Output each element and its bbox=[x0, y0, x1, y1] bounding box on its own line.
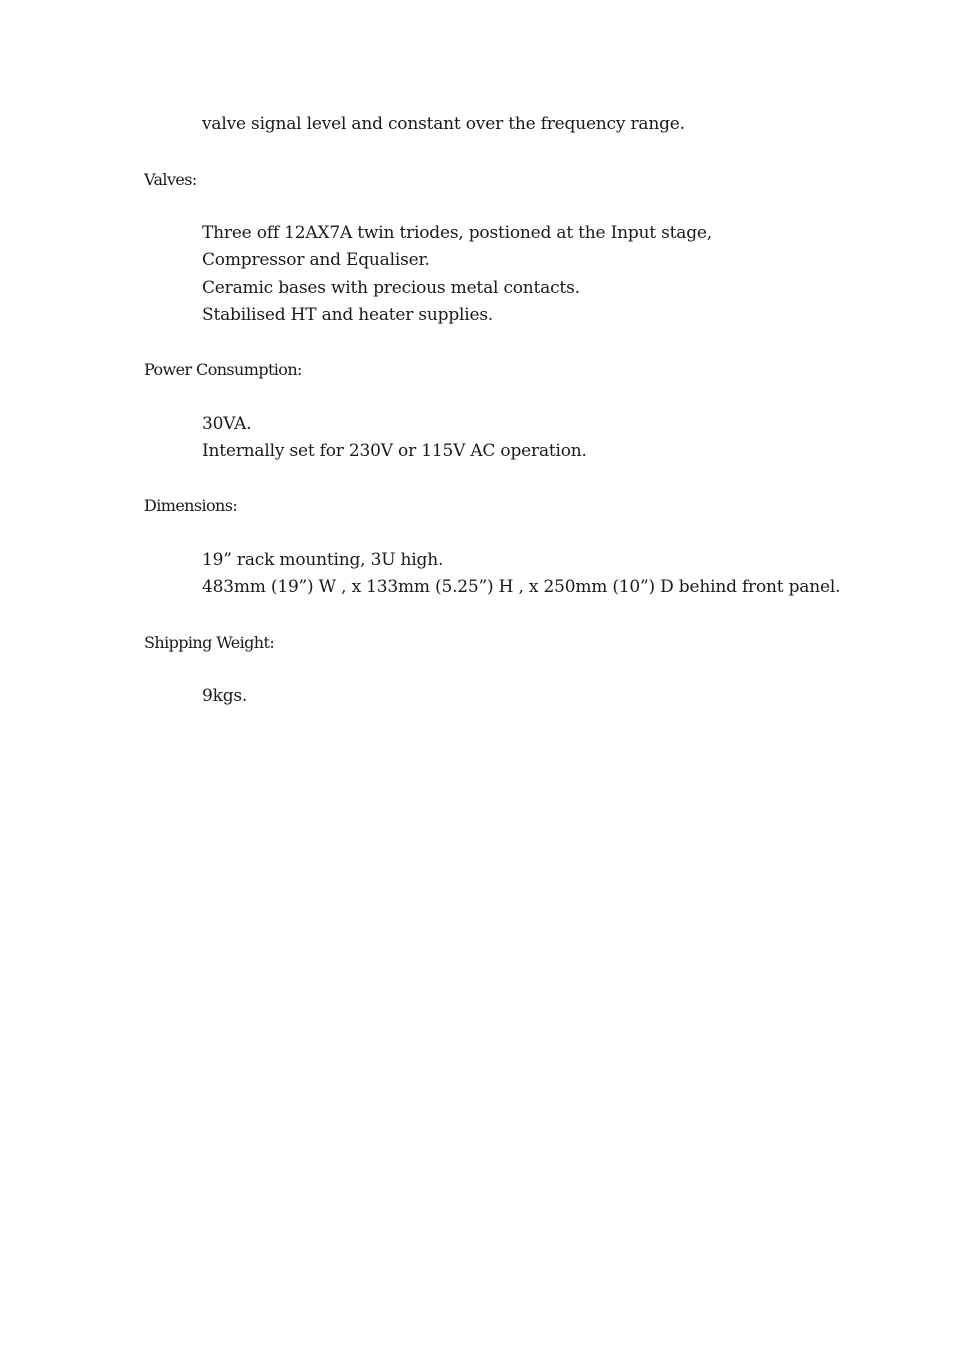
dimensions-heading: Dimensions: bbox=[144, 496, 238, 515]
valves-heading: Valves: bbox=[144, 170, 197, 189]
valves-line-1: Three off 12AX7A twin triodes, postioned at the Input stage, bbox=[202, 223, 712, 243]
shipping-weight-heading: Shipping Weight: bbox=[144, 633, 275, 652]
dimensions-line-1: 19” rack mounting, 3U high. bbox=[202, 550, 444, 570]
valves-line-2: Compressor and Equaliser. bbox=[202, 250, 430, 270]
dimensions-line-2: 483mm (19”) W , x 133mm (5.25”) H , x 250mm (10”) D behind front panel. bbox=[202, 577, 841, 597]
intro-continuation-text: valve signal level and constant over the frequency range. bbox=[202, 114, 685, 134]
power-consumption-heading: Power Consumption: bbox=[144, 360, 302, 379]
power-line-1: 30VA. bbox=[202, 414, 252, 434]
valves-line-4: Stabilised HT and heater supplies. bbox=[202, 305, 494, 325]
power-line-2: Internally set for 230V or 115V AC operation. bbox=[202, 441, 587, 461]
shipping-weight-line-1: 9kgs. bbox=[202, 686, 248, 706]
valves-line-3: Ceramic bases with precious metal contacts. bbox=[202, 278, 580, 298]
